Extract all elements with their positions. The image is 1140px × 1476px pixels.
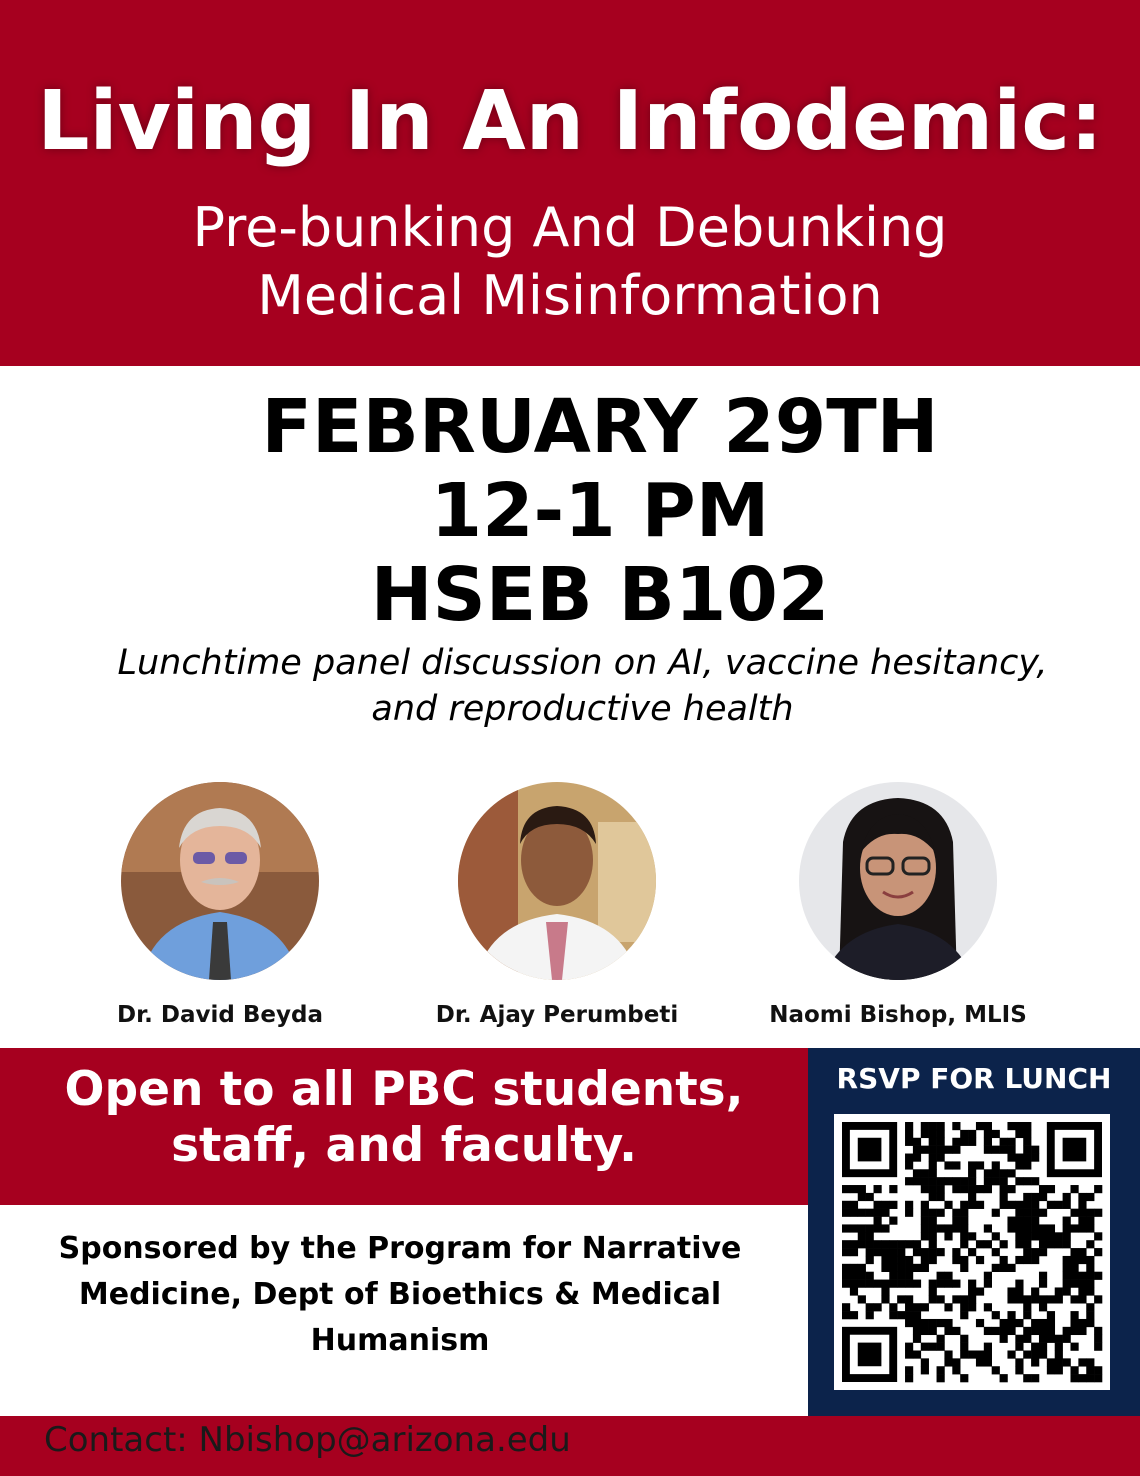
- sponsor-line-3: Humanism: [310, 1323, 490, 1358]
- speaker-photo: [121, 782, 319, 980]
- speaker-card: [407, 782, 707, 1028]
- speaker-photo: [799, 782, 997, 980]
- description-line-1: Lunchtime panel discussion on AI, vaccine hesitancy,: [117, 643, 1048, 683]
- rsvp-label: RSVP FOR LUNCH: [836, 1062, 1112, 1095]
- event-subtitle: [0, 194, 1140, 330]
- speaker-card: [748, 782, 1048, 1028]
- sponsor-text: [10, 1226, 790, 1364]
- contact-info[interactable]: Contact: Nbishop@arizona.edu: [44, 1420, 571, 1460]
- event-room: HSEB B102: [370, 552, 830, 638]
- description-line-2: and reproductive health: [371, 689, 794, 729]
- event-description: [40, 640, 1125, 732]
- speaker-card: [70, 782, 370, 1028]
- audience-line-1: Open to all PBC students,: [64, 1062, 744, 1117]
- speaker-name: Dr. Ajay Perumbeti: [435, 1002, 679, 1028]
- event-title: Living In An Infodemic:: [37, 74, 1103, 169]
- qr-code-image: [834, 1114, 1110, 1390]
- speaker-photo: [458, 782, 656, 980]
- audience-line-2: staff, and faculty.: [171, 1118, 637, 1173]
- speaker-portrait-image: [121, 782, 319, 980]
- speaker-name: Naomi Bishop, MLIS: [769, 1002, 1027, 1028]
- event-date: FEBRUARY 29TH: [261, 384, 939, 470]
- speaker-portrait-image: [799, 782, 997, 980]
- audience-text: [0, 1062, 808, 1174]
- rsvp-qr-code[interactable]: [834, 1114, 1110, 1390]
- sponsor-line-2: Medicine, Dept of Bioethics & Medical: [78, 1277, 722, 1312]
- event-time: 12-1 PM: [430, 468, 770, 554]
- subtitle-line-1: Pre-bunking And Debunking: [192, 196, 948, 259]
- speaker-name: Dr. David Beyda: [117, 1002, 323, 1028]
- subtitle-line-2: Medical Misinformation: [257, 264, 883, 327]
- speaker-portrait-image: [458, 782, 656, 980]
- sponsor-line-1: Sponsored by the Program for Narrative: [58, 1231, 742, 1266]
